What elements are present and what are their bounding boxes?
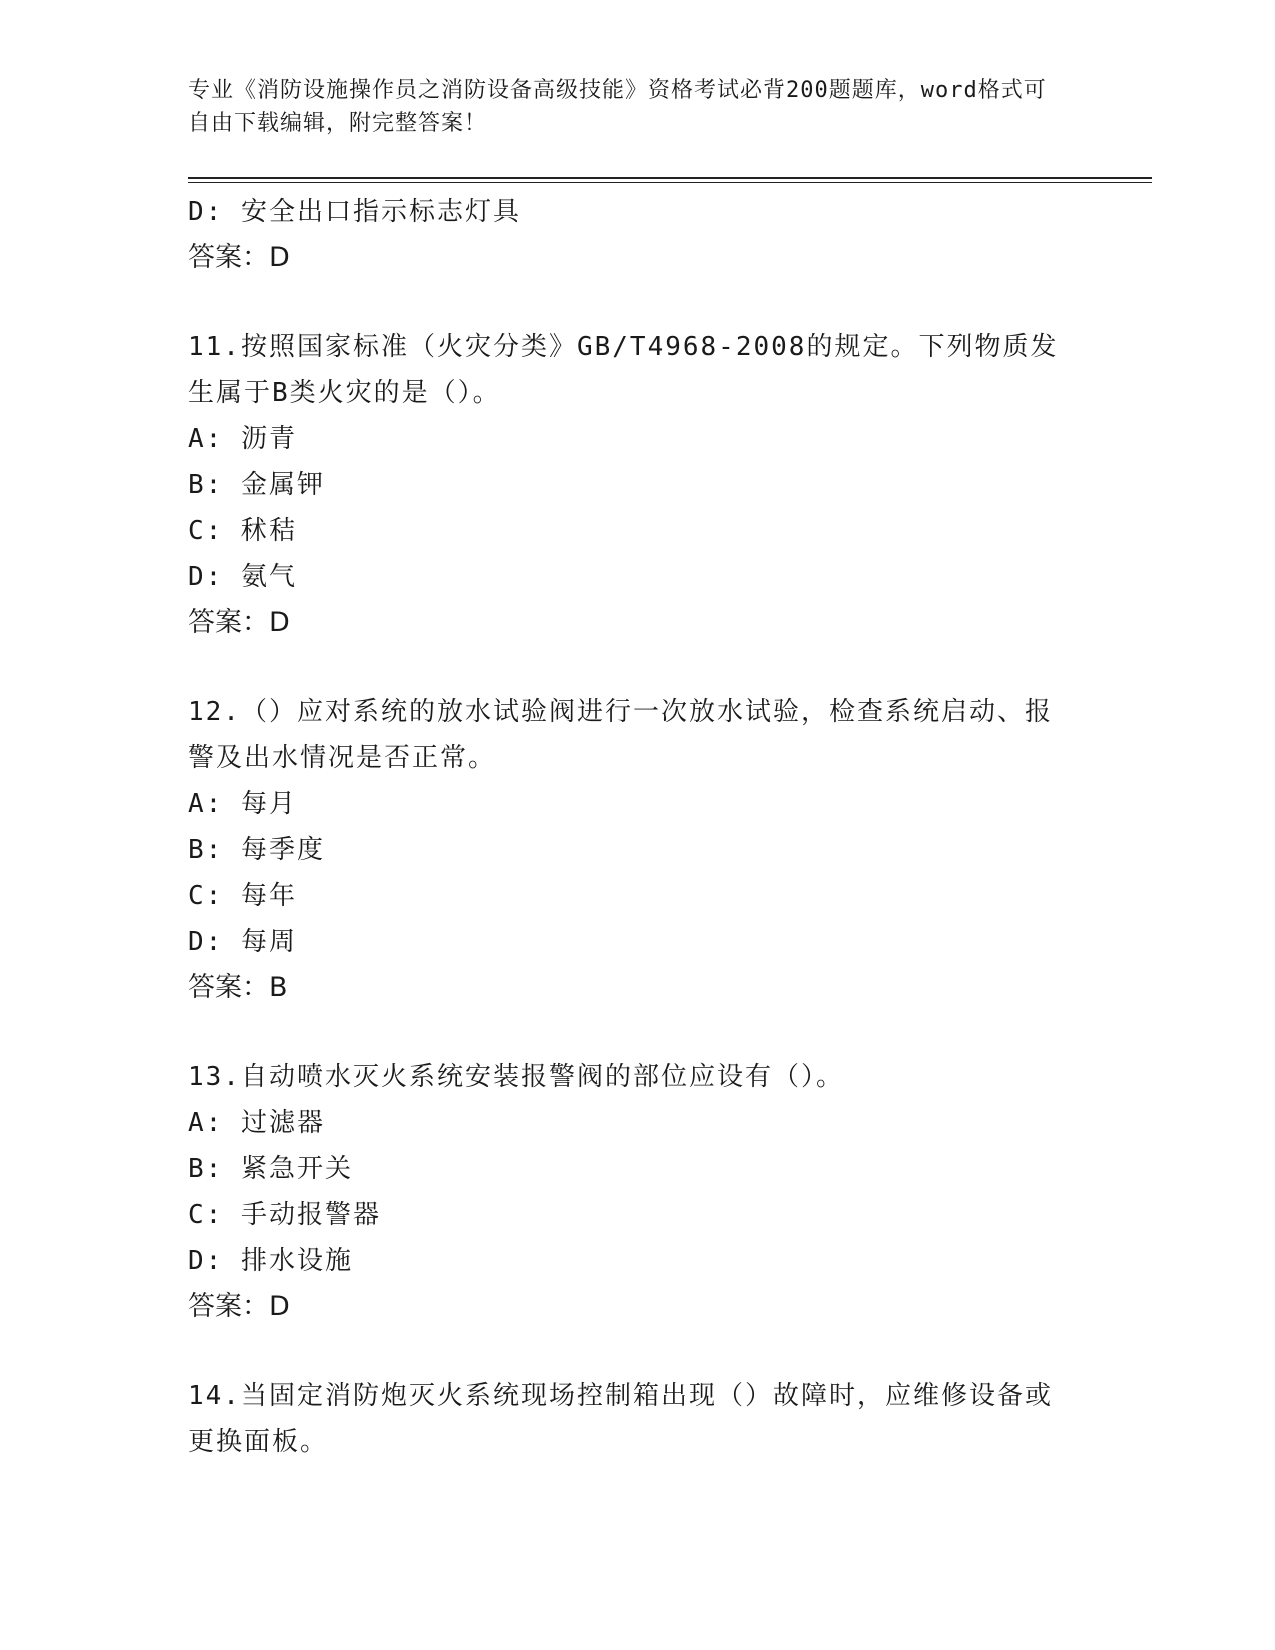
question-13 <box>188 1054 1088 1330</box>
answer-line: 答案：D <box>188 242 290 273</box>
header-divider-thin <box>188 182 1152 183</box>
question-14 <box>188 1373 1088 1465</box>
document-header-note: 专业《消防设施操作员之消防设备高级技能》资格考试必背200题题库，word格式可自由下载编辑，附完整答案！ <box>188 78 1047 136</box>
option-c: C: 每年 <box>188 881 297 911</box>
option-b: B: 每季度 <box>188 835 325 865</box>
question-12 <box>188 689 1088 1011</box>
header-divider-thick <box>188 177 1152 179</box>
answer-line: 答案：D <box>188 1291 290 1322</box>
option-b: B: 金属钾 <box>188 470 325 500</box>
answer-line: 答案：B <box>188 972 288 1003</box>
option-c: C: 手动报警器 <box>188 1200 381 1230</box>
question-list <box>188 189 1088 1465</box>
option-d: D: 安全出口指示标志灯具 <box>188 197 521 227</box>
option-a: A: 每月 <box>188 789 297 819</box>
option-a: A: 沥青 <box>188 424 297 454</box>
option-d: D: 每周 <box>188 927 297 957</box>
question-stem: 12.（）应对系统的放水试验阀进行一次放水试验，检查系统启动、报警及出水情况是否正常。 <box>188 697 1053 773</box>
option-d: D: 排水设施 <box>188 1246 353 1276</box>
option-a: A: 过滤器 <box>188 1108 325 1138</box>
question-11 <box>188 324 1088 646</box>
continued-question <box>188 189 1088 281</box>
option-d: D: 氨气 <box>188 562 297 592</box>
question-stem: 13.自动喷水灭火系统安装报警阀的部位应设有（）。 <box>188 1062 844 1092</box>
question-stem: 14.当固定消防炮灭火系统现场控制箱出现（）故障时，应维修设备或更换面板。 <box>188 1381 1053 1457</box>
option-b: B: 紧急开关 <box>188 1154 353 1184</box>
option-c: C: 秫秸 <box>188 516 297 546</box>
question-stem: 11.按照国家标准（火灾分类》GB/T4968-2008的规定。下列物质发生属于B类火灾的是（）。 <box>188 332 1059 408</box>
answer-line: 答案：D <box>188 607 290 638</box>
